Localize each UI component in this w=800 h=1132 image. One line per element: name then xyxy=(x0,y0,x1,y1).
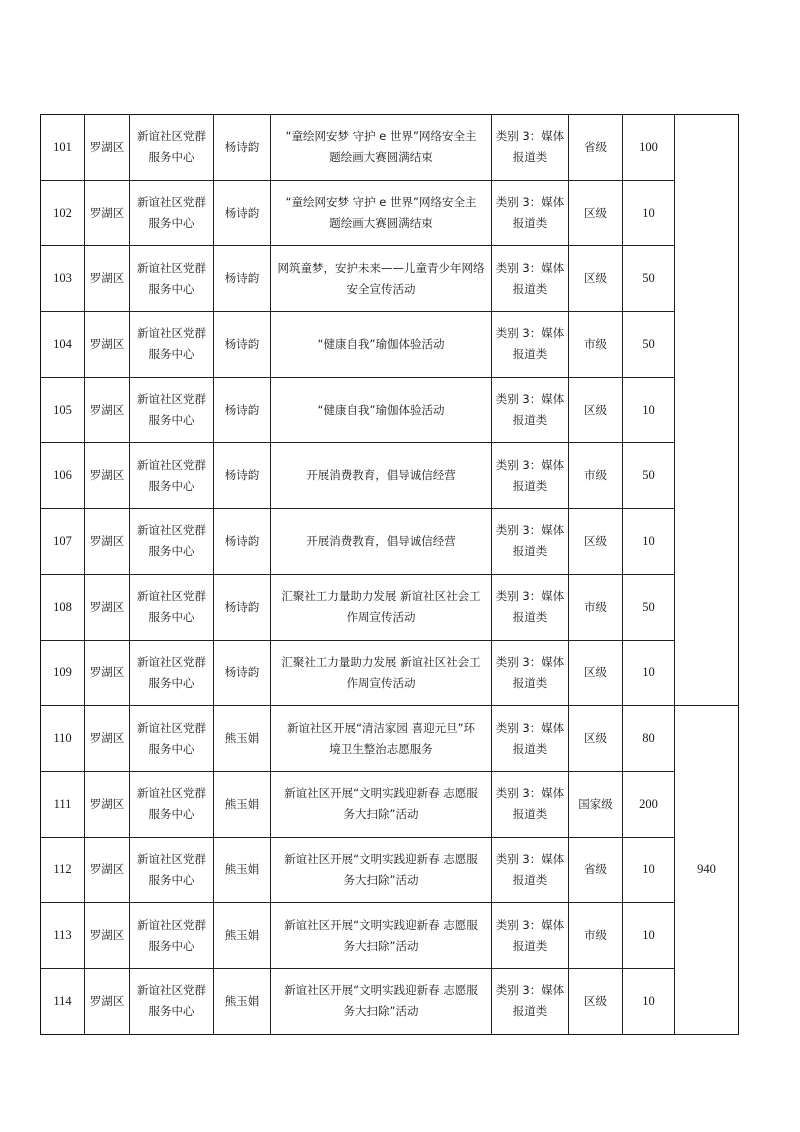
category-cell-line-1: 类别 3：媒体 xyxy=(495,851,565,866)
district-cell: 罗湖区 xyxy=(85,574,130,640)
person-cell: 熊玉娟 xyxy=(214,903,271,969)
unit-cell-line-1: 新谊社区党群 xyxy=(137,851,206,866)
row-number: 104 xyxy=(41,312,85,378)
unit-cell-line-2: 服务中心 xyxy=(148,1004,195,1019)
category-cell-line-2: 报道类 xyxy=(512,610,548,625)
score-cell: 50 xyxy=(623,574,675,640)
level-cell: 区级 xyxy=(569,246,623,312)
row-number: 113 xyxy=(41,903,85,969)
unit-cell xyxy=(130,443,214,509)
category-cell xyxy=(492,771,569,837)
category-cell-line-1: 类别 3：媒体 xyxy=(495,654,565,669)
category-cell xyxy=(492,640,569,706)
score-cell: 10 xyxy=(623,180,675,246)
person-cell: 杨诗韵 xyxy=(214,574,271,640)
category-cell xyxy=(492,115,569,181)
title-cell xyxy=(271,377,492,443)
category-cell-line-1: 类别 3：媒体 xyxy=(495,457,565,472)
group-total-cell xyxy=(675,115,739,706)
level-cell: 区级 xyxy=(569,706,623,772)
title-cell-line-2: 境卫生整治志愿服务 xyxy=(329,741,433,756)
category-cell xyxy=(492,509,569,575)
title-cell-line-1: 新谊社区开展“文明实践迎新春 志愿服 xyxy=(284,917,478,932)
row-number: 108 xyxy=(41,574,85,640)
person-cell: 熊玉娟 xyxy=(214,837,271,903)
unit-cell-line-2: 服务中心 xyxy=(148,216,195,231)
table-row xyxy=(41,312,739,378)
title-cell-line-1: 新谊社区开展“清洁家园 喜迎元旦”环 xyxy=(286,720,476,735)
level-cell: 市级 xyxy=(569,903,623,969)
table-row xyxy=(41,115,739,181)
table-row xyxy=(41,706,739,772)
unit-cell xyxy=(130,903,214,969)
unit-cell xyxy=(130,509,214,575)
score-cell: 50 xyxy=(623,312,675,378)
score-cell: 10 xyxy=(623,968,675,1034)
score-cell: 10 xyxy=(623,903,675,969)
title-cell-line-2: 务大扫除”活动 xyxy=(343,872,419,887)
score-cell: 200 xyxy=(623,771,675,837)
score-cell: 10 xyxy=(623,640,675,706)
score-cell: 100 xyxy=(623,115,675,181)
unit-cell-line-1: 新谊社区党群 xyxy=(137,720,206,735)
row-number: 107 xyxy=(41,509,85,575)
person-cell: 熊玉娟 xyxy=(214,706,271,772)
group-total-cell: 940 xyxy=(675,706,739,1034)
category-cell xyxy=(492,968,569,1034)
level-cell: 区级 xyxy=(569,509,623,575)
level-cell: 省级 xyxy=(569,837,623,903)
row-number: 103 xyxy=(41,246,85,312)
unit-cell-line-1: 新谊社区党群 xyxy=(137,523,206,538)
title-cell xyxy=(271,968,492,1034)
unit-cell-line-2: 服务中心 xyxy=(148,150,195,165)
district-cell: 罗湖区 xyxy=(85,837,130,903)
person-cell: 杨诗韵 xyxy=(214,115,271,181)
title-cell xyxy=(271,115,492,181)
unit-cell xyxy=(130,574,214,640)
unit-cell-line-2: 服务中心 xyxy=(148,872,195,887)
unit-cell xyxy=(130,180,214,246)
title-cell xyxy=(271,640,492,706)
table-row xyxy=(41,377,739,443)
category-cell-line-1: 类别 3：媒体 xyxy=(495,786,565,801)
unit-cell-line-2: 服务中心 xyxy=(148,281,195,296)
category-cell-line-1: 类别 3：媒体 xyxy=(495,260,565,275)
title-cell-line-2: 安全宣传活动 xyxy=(346,281,416,296)
score-cell: 10 xyxy=(623,509,675,575)
category-cell-line-2: 报道类 xyxy=(512,150,548,165)
category-cell-line-1: 类别 3：媒体 xyxy=(495,195,565,210)
unit-cell-line-2: 服务中心 xyxy=(148,478,195,493)
row-number: 106 xyxy=(41,443,85,509)
level-cell: 国家级 xyxy=(569,771,623,837)
district-cell: 罗湖区 xyxy=(85,706,130,772)
category-cell xyxy=(492,443,569,509)
title-cell-line-2: 题绘画大赛圆满结束 xyxy=(329,150,433,165)
district-cell: 罗湖区 xyxy=(85,115,130,181)
person-cell: 杨诗韵 xyxy=(214,312,271,378)
title-cell-line-2: 务大扫除”活动 xyxy=(343,807,419,822)
table-row xyxy=(41,509,739,575)
table-row xyxy=(41,574,739,640)
category-cell xyxy=(492,180,569,246)
level-cell: 市级 xyxy=(569,574,623,640)
title-cell-line-1: 网筑童梦，安护未来——儿童青少年网络 xyxy=(277,260,485,275)
person-cell: 杨诗韵 xyxy=(214,377,271,443)
table-row xyxy=(41,180,739,246)
category-cell-line-2: 报道类 xyxy=(512,478,548,493)
title-cell-line-2: 作周宣传活动 xyxy=(346,610,416,625)
unit-cell xyxy=(130,837,214,903)
table-row xyxy=(41,968,739,1034)
title-cell-line-1: 汇聚社工力量助力发展 新谊社区社会工 xyxy=(281,654,481,669)
unit-cell-line-2: 服务中心 xyxy=(148,413,195,428)
unit-cell-line-2: 服务中心 xyxy=(148,807,195,822)
records-table xyxy=(40,114,739,1035)
category-cell-line-2: 报道类 xyxy=(512,216,548,231)
unit-cell xyxy=(130,115,214,181)
unit-cell-line-1: 新谊社区党群 xyxy=(137,983,206,998)
district-cell: 罗湖区 xyxy=(85,509,130,575)
category-cell-line-1: 类别 3：媒体 xyxy=(495,720,565,735)
category-cell-line-2: 报道类 xyxy=(512,413,548,428)
category-cell-line-2: 报道类 xyxy=(512,741,548,756)
category-cell xyxy=(492,706,569,772)
title-cell-line-1: 开展消费教育，倡导诚信经营 xyxy=(306,533,456,548)
district-cell: 罗湖区 xyxy=(85,640,130,706)
person-cell: 杨诗韵 xyxy=(214,640,271,706)
category-cell xyxy=(492,903,569,969)
title-cell-line-1: 新谊社区开展“文明实践迎新春 志愿服 xyxy=(284,983,478,998)
level-cell: 区级 xyxy=(569,968,623,1034)
title-cell xyxy=(271,771,492,837)
person-cell: 杨诗韵 xyxy=(214,509,271,575)
title-cell xyxy=(271,574,492,640)
unit-cell-line-1: 新谊社区党群 xyxy=(137,654,206,669)
level-cell: 区级 xyxy=(569,180,623,246)
category-cell-line-1: 类别 3：媒体 xyxy=(495,589,565,604)
level-cell: 市级 xyxy=(569,312,623,378)
title-cell-line-2: 题绘画大赛圆满结束 xyxy=(329,216,433,231)
table-row xyxy=(41,246,739,312)
row-number: 109 xyxy=(41,640,85,706)
unit-cell xyxy=(130,968,214,1034)
title-cell-line-2: 作周宣传活动 xyxy=(346,675,416,690)
person-cell: 熊玉娟 xyxy=(214,771,271,837)
title-cell xyxy=(271,903,492,969)
unit-cell-line-2: 服务中心 xyxy=(148,610,195,625)
title-cell-line-1: 新谊社区开展“文明实践迎新春 志愿服 xyxy=(284,786,478,801)
category-cell-line-2: 报道类 xyxy=(512,872,548,887)
category-cell-line-2: 报道类 xyxy=(512,1004,548,1019)
title-cell xyxy=(271,312,492,378)
row-number: 102 xyxy=(41,180,85,246)
district-cell: 罗湖区 xyxy=(85,771,130,837)
category-cell xyxy=(492,246,569,312)
person-cell: 熊玉娟 xyxy=(214,968,271,1034)
score-cell: 50 xyxy=(623,246,675,312)
unit-cell-line-1: 新谊社区党群 xyxy=(137,326,206,341)
title-cell-line-1: “健康自我”瑜伽体验活动 xyxy=(317,336,445,351)
unit-cell xyxy=(130,706,214,772)
district-cell: 罗湖区 xyxy=(85,968,130,1034)
score-cell: 80 xyxy=(623,706,675,772)
unit-cell-line-1: 新谊社区党群 xyxy=(137,392,206,407)
category-cell xyxy=(492,574,569,640)
unit-cell-line-1: 新谊社区党群 xyxy=(137,195,206,210)
row-number: 105 xyxy=(41,377,85,443)
unit-cell-line-2: 服务中心 xyxy=(148,938,195,953)
category-cell xyxy=(492,377,569,443)
level-cell: 区级 xyxy=(569,640,623,706)
score-cell: 10 xyxy=(623,837,675,903)
person-cell: 杨诗韵 xyxy=(214,180,271,246)
table-row xyxy=(41,903,739,969)
category-cell-line-2: 报道类 xyxy=(512,807,548,822)
unit-cell-line-1: 新谊社区党群 xyxy=(137,457,206,472)
unit-cell-line-1: 新谊社区党群 xyxy=(137,589,206,604)
title-cell xyxy=(271,509,492,575)
category-cell-line-1: 类别 3：媒体 xyxy=(495,326,565,341)
unit-cell-line-2: 服务中心 xyxy=(148,675,195,690)
table-row xyxy=(41,837,739,903)
unit-cell-line-2: 服务中心 xyxy=(148,741,195,756)
score-cell: 50 xyxy=(623,443,675,509)
unit-cell-line-1: 新谊社区党群 xyxy=(137,917,206,932)
category-cell-line-2: 报道类 xyxy=(512,281,548,296)
table-row xyxy=(41,443,739,509)
category-cell-line-1: 类别 3：媒体 xyxy=(495,129,565,144)
title-cell-line-2: 务大扫除”活动 xyxy=(343,1004,419,1019)
unit-cell xyxy=(130,377,214,443)
title-cell-line-1: “童绘网安梦 守护 e 世界”网络安全主 xyxy=(285,195,477,210)
district-cell: 罗湖区 xyxy=(85,246,130,312)
unit-cell xyxy=(130,771,214,837)
category-cell-line-1: 类别 3：媒体 xyxy=(495,983,565,998)
unit-cell xyxy=(130,312,214,378)
title-cell-line-1: “童绘网安梦 守护 e 世界”网络安全主 xyxy=(285,129,477,144)
category-cell-line-1: 类别 3：媒体 xyxy=(495,523,565,538)
row-number: 112 xyxy=(41,837,85,903)
person-cell: 杨诗韵 xyxy=(214,246,271,312)
table-row xyxy=(41,640,739,706)
unit-cell-line-1: 新谊社区党群 xyxy=(137,786,206,801)
unit-cell xyxy=(130,246,214,312)
score-cell: 10 xyxy=(623,377,675,443)
district-cell: 罗湖区 xyxy=(85,903,130,969)
title-cell xyxy=(271,443,492,509)
level-cell: 省级 xyxy=(569,115,623,181)
district-cell: 罗湖区 xyxy=(85,312,130,378)
unit-cell xyxy=(130,640,214,706)
category-cell-line-2: 报道类 xyxy=(512,675,548,690)
person-cell: 杨诗韵 xyxy=(214,443,271,509)
district-cell: 罗湖区 xyxy=(85,180,130,246)
unit-cell-line-2: 服务中心 xyxy=(148,544,195,559)
title-cell xyxy=(271,180,492,246)
level-cell: 市级 xyxy=(569,443,623,509)
category-cell-line-2: 报道类 xyxy=(512,938,548,953)
row-number: 110 xyxy=(41,706,85,772)
title-cell xyxy=(271,837,492,903)
title-cell-line-1: 汇聚社工力量助力发展 新谊社区社会工 xyxy=(281,589,481,604)
unit-cell-line-1: 新谊社区党群 xyxy=(137,129,206,144)
level-cell: 区级 xyxy=(569,377,623,443)
category-cell-line-2: 报道类 xyxy=(512,544,548,559)
district-cell: 罗湖区 xyxy=(85,377,130,443)
title-cell-line-1: “健康自我”瑜伽体验活动 xyxy=(317,402,445,417)
row-number: 101 xyxy=(41,115,85,181)
unit-cell-line-2: 服务中心 xyxy=(148,347,195,362)
category-cell-line-2: 报道类 xyxy=(512,347,548,362)
row-number: 114 xyxy=(41,968,85,1034)
category-cell xyxy=(492,312,569,378)
title-cell-line-1: 开展消费教育，倡导诚信经营 xyxy=(306,468,456,483)
category-cell-line-1: 类别 3：媒体 xyxy=(495,917,565,932)
district-cell: 罗湖区 xyxy=(85,443,130,509)
title-cell-line-2: 务大扫除”活动 xyxy=(343,938,419,953)
title-cell xyxy=(271,706,492,772)
title-cell-line-1: 新谊社区开展“文明实践迎新春 志愿服 xyxy=(284,851,478,866)
table-row xyxy=(41,771,739,837)
unit-cell-line-1: 新谊社区党群 xyxy=(137,260,206,275)
row-number: 111 xyxy=(41,771,85,837)
category-cell-line-1: 类别 3：媒体 xyxy=(495,392,565,407)
records-table-body xyxy=(41,115,739,1035)
category-cell xyxy=(492,837,569,903)
title-cell xyxy=(271,246,492,312)
